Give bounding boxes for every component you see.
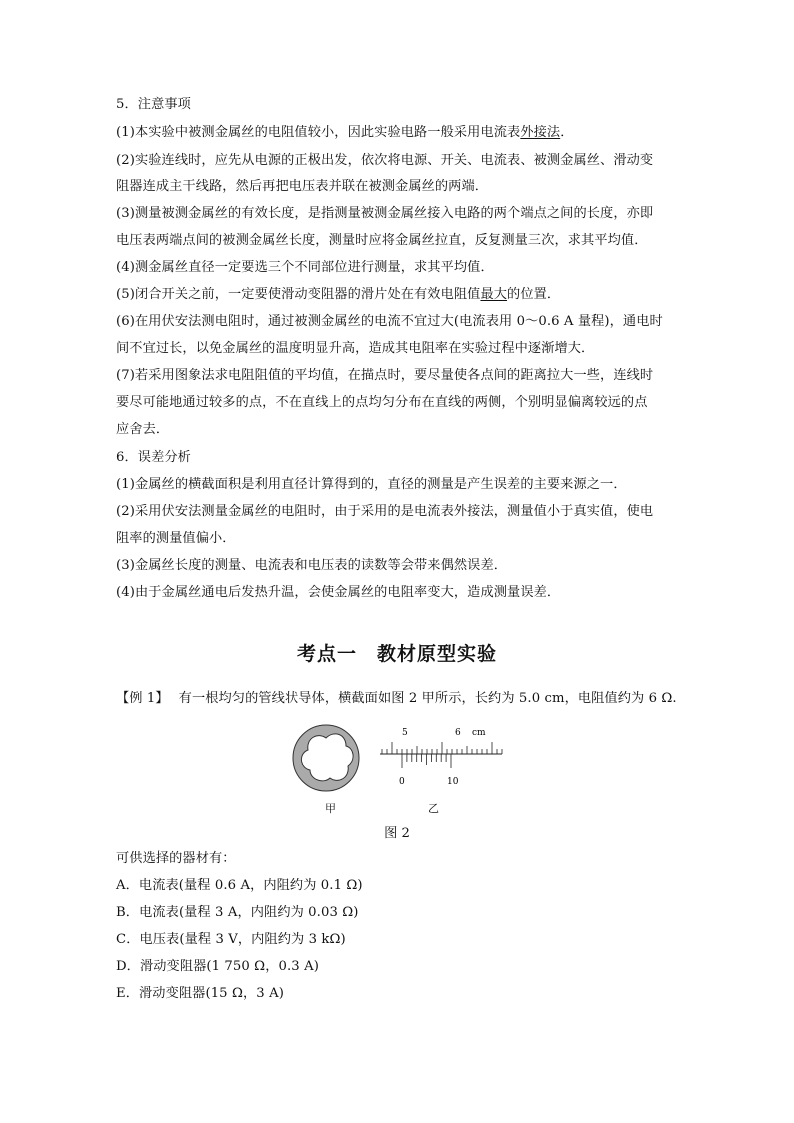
note-line: 间不宜过长，以免金属丝的温度明显升高，造成其电阻率在实验过程中逐渐增大． — [116, 341, 595, 356]
equipment-item: A．电流表(量程 0.6 A，内阻约为 0.1 Ω) — [116, 878, 363, 893]
note-line: (6)在用伏安法测电阻时，通过被测金属丝的电流不宜过大(电流表用 0～0.6 A 量程)，通电时 — [116, 314, 663, 329]
example-label: 【例 1】 — [116, 691, 169, 706]
underlined-term: 外接法 — [520, 125, 561, 140]
error-line: (2)采用伏安法测量金属丝的电阻时，由于采用的是电流表外接法，测量值小于真实值，使电 — [116, 504, 654, 519]
note-line: 阻器连成主干线路，然后再把电压表并联在被测金属丝的两端． — [116, 179, 489, 194]
error-line: 阻率的测量值偏小． — [116, 531, 236, 546]
note-line: 应舍去． — [116, 422, 170, 437]
equipment-intro: 可供选择的器材有： — [116, 851, 236, 866]
vernier-caliper — [380, 728, 502, 787]
example-text: 有一根均匀的管线状导体，横截面如图 2 甲所示，长约为 5.0 cm，电阻值约为 6 Ω. — [178, 691, 677, 706]
note-line: (5)闭合开关之前，一定要使滑动变阻器的滑片处在有效电阻值最大的位置． — [116, 287, 561, 302]
equipment-item: E．滑动变阻器(15 Ω，3 A) — [116, 986, 284, 1001]
note-line: (3)测量被测金属丝的有效长度，是指测量被测金属丝接入电路的两个端点之间的长度，亦即 — [116, 206, 654, 221]
figure-caption-jia: 甲 — [325, 802, 336, 815]
equipment-item: D．滑动变阻器(1 750 Ω，0.3 A) — [116, 959, 319, 974]
example-line — [116, 690, 677, 708]
equipment-item: B．电流表(量程 3 A，内阻约为 0.03 Ω) — [116, 905, 359, 920]
underlined-term: 最大 — [480, 287, 508, 302]
note-line: (4)测金属丝直径一定要选三个不同部位进行测量，求其平均值． — [116, 260, 494, 275]
vernier-scale-label: 10 — [447, 777, 459, 787]
main-scale-label: 5 — [402, 728, 408, 738]
main-scale-unit: cm — [472, 728, 486, 738]
error-line: (4)由于金属丝通电后发热升温，会使金属丝的电阻率变大，造成测量误差． — [116, 585, 561, 600]
note-line: (1)本实验中被测金属丝的电阻值较小，因此实验电路一般采用电流表外接法． — [116, 125, 574, 140]
error-line: (1)金属丝的横截面积是利用直径计算得到的，直径的测量是产生误差的主要来源之一． — [116, 477, 627, 492]
note-line: (7)若采用图象法求电阻阻值的平均值，在描点时，要尽量使各点间的距离拉大一些，连线时 — [116, 368, 654, 383]
figure-title: 图 2 — [384, 826, 410, 841]
error-heading: 6．误差分析 — [116, 450, 191, 465]
vernier-scale-label: 0 — [399, 777, 405, 787]
figure-caption-yi: 乙 — [428, 802, 439, 815]
note-line: 电压表两端点间的被测金属丝长度，测量时应将金属丝拉直，反复测量三次，求其平均值． — [116, 233, 648, 248]
main-scale-label: 6 — [455, 728, 461, 738]
error-line: (3)金属丝长度的测量、电流表和电压表的读数等会带来偶然误差． — [116, 558, 508, 573]
tube-cross-section — [293, 725, 359, 791]
note-line: 要尽可能地通过较多的点，不在直线上的点均匀分布在直线的两侧，个别明显偏离较远的点 — [116, 395, 648, 410]
note-line: (2)实验连线时，应先从电源的正极出发，依次将电源、开关、电流表、被测金属丝、滑动变 — [116, 153, 654, 168]
section-title: 考点一 教材原型实验 — [296, 643, 497, 665]
equipment-item: C．电压表(量程 3 V，内阻约为 3 kΩ) — [116, 932, 346, 947]
notes-heading: 5．注意事项 — [116, 97, 191, 112]
figure-2 — [290, 720, 510, 810]
